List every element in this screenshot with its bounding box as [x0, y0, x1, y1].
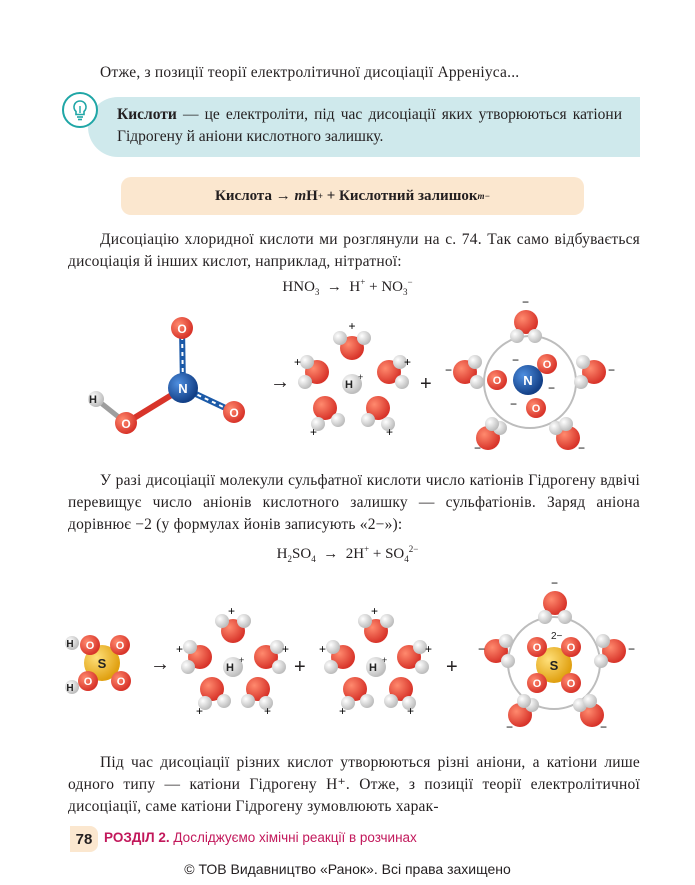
water-molecule [319, 640, 355, 674]
water-molecule [384, 677, 416, 718]
svg-text:−: − [548, 381, 556, 395]
definition-body: — це електроліти, під час дисоціації яких утворюються катіони Гідрогену й аніони кислотного залишку. [117, 106, 622, 145]
water-molecule [573, 694, 607, 734]
svg-text:−: − [608, 363, 616, 377]
nitric-reactant-sub: 3 [314, 287, 320, 297]
water-molecule [333, 319, 371, 360]
water-molecule [339, 677, 374, 718]
paragraph-3: Під час дисоціації різних кислот утворюються різні аніони, а катіони лише одного типу — катіони Гідрогену H⁺. Отже, з позиції теорії електролітичної дисоціації, саме катіони Гідрогену зумовлюють харак- [68, 754, 640, 815]
chapter-title [104, 830, 417, 845]
nitric-anion-sub: 3 [402, 287, 408, 297]
svg-text:O: O [542, 359, 552, 371]
svg-text:N: N [523, 373, 533, 388]
copyright-notice: © ТОВ Видавництво «Ранок». Всі права захищено [184, 861, 511, 877]
water-molecule [574, 355, 615, 389]
svg-text:O: O [85, 640, 95, 652]
water-molecule [506, 694, 539, 734]
sulfuric-reactant-so: SO [292, 546, 312, 562]
svg-text:S: S [549, 658, 559, 673]
svg-text:+: + [176, 642, 184, 656]
nitric-equation [0, 279, 695, 296]
sulfuric-anion: SO [385, 546, 405, 562]
svg-text:O: O [116, 676, 126, 688]
svg-text:−: − [512, 353, 520, 367]
water-molecule [196, 677, 231, 718]
svg-text:H: H [66, 683, 74, 694]
svg-text:N: N [178, 381, 188, 396]
eq-residue: Кислотний залишок [339, 187, 478, 204]
svg-text:−: − [578, 441, 586, 455]
sulfuric-dissociation-illustration [0, 575, 695, 740]
nitric-reactant: HNO [282, 279, 315, 295]
nitric-plus: + [369, 279, 378, 295]
h2so4-molecule [65, 635, 131, 694]
nitric-cation: H [349, 279, 361, 295]
sulfuric-reactant-h: H [276, 546, 288, 562]
svg-text:H: H [345, 379, 353, 391]
svg-text:O: O [229, 406, 239, 420]
hno3-molecule [88, 317, 245, 434]
sulfuric-cation-charge: + [364, 544, 370, 554]
svg-text:+: + [348, 319, 356, 333]
svg-text:−: − [522, 300, 530, 309]
sulfuric-anion-charge: 2− [408, 544, 419, 554]
svg-text:O: O [532, 642, 542, 654]
svg-text:+: + [228, 604, 236, 618]
svg-text:−: − [510, 397, 518, 411]
svg-text:+: + [196, 704, 204, 718]
intro-text: Отже, з позиції теорії електролітичної дисоціації Арреніуса... [100, 64, 520, 81]
svg-text:−: − [628, 642, 636, 656]
general-equation: Кислота → m H + + Кислотний залишок m− [121, 177, 584, 215]
hydrated-hydrogen-ion [294, 319, 411, 439]
chapter-name: Досліджуємо хімічні реакції в розчинах [169, 830, 417, 845]
svg-text:−: − [474, 441, 482, 455]
svg-text:O: O [115, 640, 125, 652]
svg-text:−: − [506, 720, 514, 734]
reaction-arrow: → [150, 653, 170, 675]
water-molecule [361, 396, 395, 439]
hydrated-sulfate-ion [478, 576, 635, 734]
svg-text:+: + [239, 655, 245, 665]
eq-residue-charge: m− [477, 191, 490, 201]
water-molecule [254, 640, 289, 674]
sulfuric-reactant-sub1: 2 [287, 554, 292, 564]
svg-text:H: H [66, 639, 74, 650]
plus-sign: + [446, 656, 458, 678]
svg-text:H: H [89, 394, 97, 406]
water-molecule [594, 634, 635, 668]
lightbulb-icon [62, 92, 98, 128]
reaction-arrow: → [270, 371, 290, 393]
nitric-arrow: → [326, 279, 342, 295]
svg-text:+: + [319, 642, 327, 656]
svg-text:−: − [445, 363, 453, 377]
water-molecule [241, 677, 273, 718]
svg-text:+: + [407, 704, 415, 718]
svg-text:−: − [600, 720, 608, 734]
svg-text:O: O [566, 678, 576, 690]
paragraph-1: Дисоціацію хлоридної кислоти ми розглянули на с. 74. Так само відбувається дисоціація й інших кислот, наприклад, нітратної: [68, 231, 640, 270]
eq-h-ion: H [306, 187, 318, 204]
svg-text:+: + [382, 655, 388, 665]
svg-text:2−: 2− [551, 631, 563, 642]
svg-text:O: O [566, 642, 576, 654]
sulfuric-arrow: → [323, 546, 339, 562]
sulfuric-plus: + [372, 546, 382, 562]
plus-sign: + [294, 656, 306, 678]
svg-text:+: + [294, 355, 302, 369]
svg-text:O: O [492, 375, 502, 387]
svg-text:+: + [339, 704, 347, 718]
svg-text:O: O [177, 322, 187, 336]
definition-term: Кислоти [117, 106, 177, 123]
sulfuric-reactant-sub2: 4 [311, 554, 316, 564]
svg-text:−: − [478, 642, 486, 656]
svg-text:+: + [371, 604, 379, 618]
svg-text:+: + [425, 642, 433, 656]
water-molecule [215, 604, 251, 643]
svg-text:+: + [282, 642, 290, 656]
sulfuric-cation: 2H [345, 546, 365, 562]
eq-arrow: → [275, 187, 291, 204]
svg-text:O: O [532, 678, 542, 690]
eq-acid: Кислота [215, 187, 272, 204]
plus-sign: + [420, 373, 432, 395]
svg-text:−: − [551, 576, 559, 590]
water-molecule [294, 355, 329, 389]
svg-text:+: + [386, 425, 394, 439]
hydrated-hydrogen-ion [176, 604, 289, 718]
svg-text:+: + [404, 355, 412, 369]
nitric-cation-charge: + [360, 277, 366, 287]
definition-text [117, 104, 622, 148]
water-molecule [310, 396, 345, 439]
svg-text:H: H [226, 662, 234, 674]
svg-text:+: + [264, 704, 272, 718]
nitric-dissociation-illustration [0, 300, 695, 465]
nitric-anion: NO [381, 279, 403, 295]
sulfuric-anion-sub: 4 [404, 554, 409, 564]
svg-text:S: S [97, 656, 107, 671]
nitric-anion-charge: − [407, 277, 413, 287]
hydrated-hydrogen-ion [319, 604, 432, 718]
svg-text:+: + [358, 372, 364, 382]
water-molecule [549, 417, 585, 455]
svg-text:+: + [310, 425, 318, 439]
svg-text:H: H [369, 662, 377, 674]
eq-coef: m [294, 187, 307, 204]
eq-plus: + [326, 187, 336, 204]
water-molecule [176, 640, 212, 674]
water-molecule [397, 640, 432, 674]
water-molecule [377, 355, 411, 389]
page-number: 78 [70, 826, 98, 852]
water-molecule [445, 355, 484, 389]
sulfuric-equation [0, 546, 695, 563]
chapter-label: РОЗДІЛ 2. [104, 830, 170, 845]
svg-text:O: O [531, 403, 541, 415]
hydrated-nitrate-ion [445, 300, 615, 455]
water-molecule [358, 604, 394, 643]
svg-text:O: O [121, 417, 131, 431]
water-molecule [474, 417, 507, 455]
svg-text:O: O [83, 676, 93, 688]
paragraph-2: У разі дисоціації молекули сульфатної кислоти число катіонів Гідрогену вдвічі перевищує число аніонів кислотного залишку — сульфатіонів. Заряд аніона дорівнює −2 (у формулах йонів записують «2−»): [68, 472, 640, 533]
